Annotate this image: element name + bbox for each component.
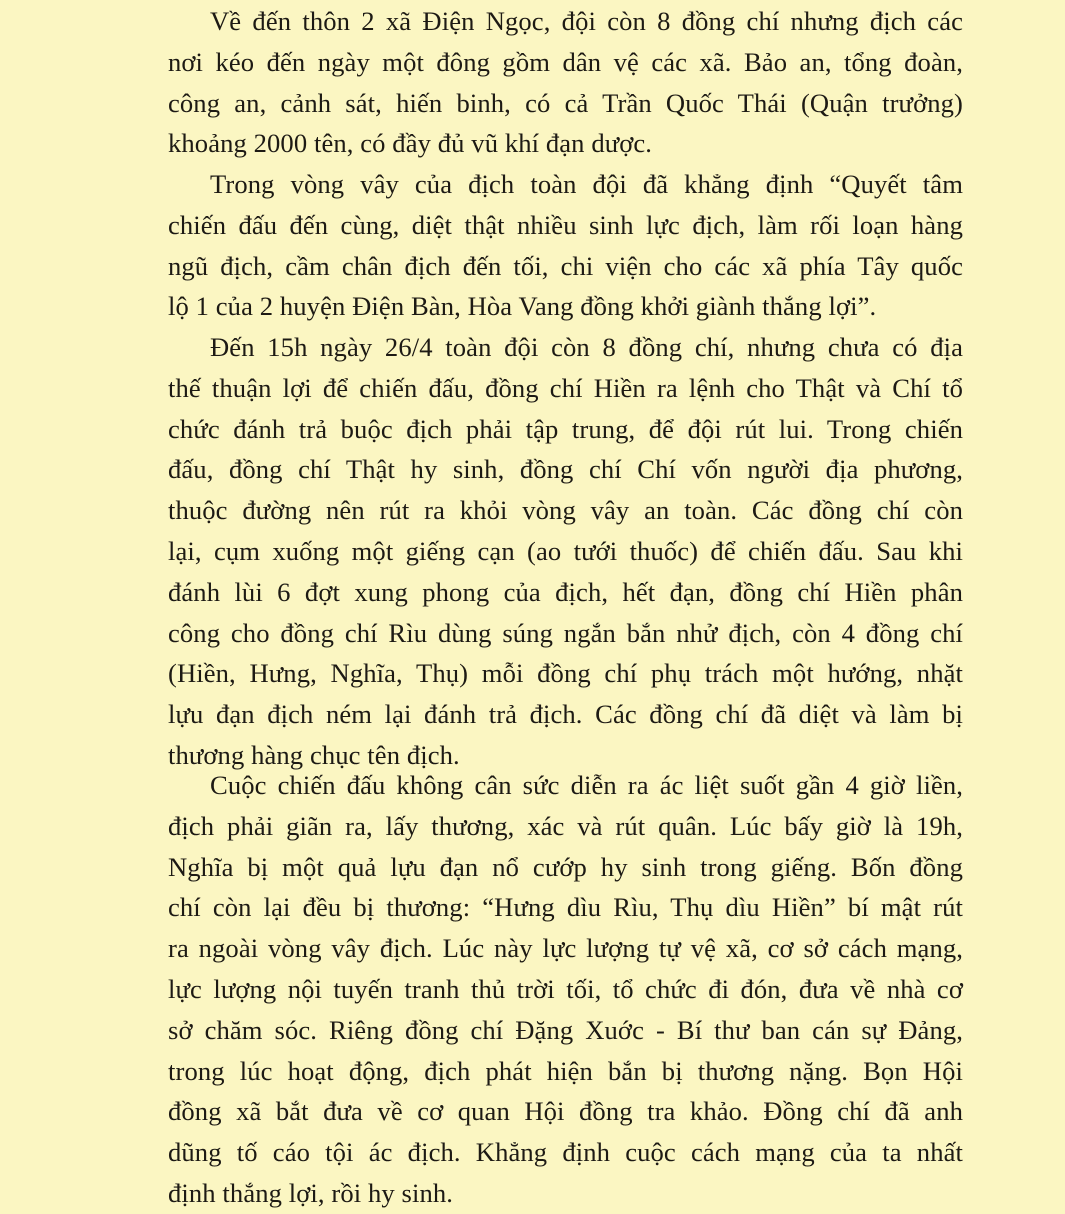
text-line: Nghĩa bị một quả lựu đạn nổ cướp hy sinh trong giếng. Bốn đồng [168,851,963,882]
text-line: thế thuận lợi để chiến đấu, đồng chí Hiền ra lệnh cho Thật và Chí tổ [168,372,963,403]
text-line: Cuộc chiến đấu không cân sức diễn ra ác liệt suốt gần 4 giờ liền, [210,770,963,800]
text-line: đánh lùi 6 đợt xung phong của địch, hết đạn, đồng chí Hiền phân [168,576,963,607]
text-line: ra ngoài vòng vây địch. Lúc này lực lượng tự vệ xã, cơ sở cách mạng, [168,933,963,964]
paragraph-3 [168,327,963,776]
text-line: chí còn lại đều bị thương: “Hưng dìu Rìu, Thụ dìu Hiền” bí mật rút [168,892,963,923]
text-line: lựu đạn địch ném lại đánh trả địch. Các đồng chí đã diệt và làm bị [168,699,963,730]
text-line: định thắng lợi, rồi hy sinh. [168,1177,454,1208]
text-line: công cho đồng chí Rìu dùng súng ngắn bắn nhử địch, còn 4 đồng chí [168,617,963,648]
text-line: khoảng 2000 tên, có đầy đủ vũ khí đạn dược. [168,128,653,159]
text-line: địch phải giãn ra, lấy thương, xác và rút quân. Lúc bấy giờ là 19h, [168,810,963,841]
text-line: thương hàng chục tên địch. [168,739,460,770]
text-line: lực lượng nội tuyến tranh thủ trời tối, tổ chức đi đón, đưa về nhà cơ [168,973,963,1004]
text-line: Đến 15h ngày 26/4 toàn đội còn 8 đồng chí, nhưng chưa có địa [210,332,963,362]
text-line: lộ 1 của 2 huyện Điện Bàn, Hòa Vang đồng khởi giành thắng lợi”. [168,291,877,322]
text-line: Về đến thôn 2 xã Điện Ngọc, đội còn 8 đồng chí nhưng địch các [210,6,963,36]
text-line: Trong vòng vây của địch toàn đội đã khẳng định “Quyết tâm [210,169,963,199]
text-line: công an, cảnh sát, hiến binh, có cả Trần Quốc Thái (Quận trưởng) [168,87,963,118]
text-line: đồng xã bắt đưa về cơ quan Hội đồng tra khảo. Đồng chí đã anh [168,1096,963,1127]
text-line: (Hiền, Hưng, Nghĩa, Thụ) mỗi đồng chí phụ trách một hướng, nhặt [168,658,963,689]
text-line: chức đánh trả buộc địch phải tập trung, để đội rút lui. Trong chiến [168,413,963,444]
text-line: chiến đấu đến cùng, diệt thật nhiều sinh lực địch, làm rối loạn hàng [168,209,963,240]
text-line: ngũ địch, cầm chân địch đến tối, chi viện cho các xã phía Tây quốc [168,250,963,281]
paragraph-4 [168,765,963,1214]
text-line: sở chăm sóc. Riêng đồng chí Đặng Xuớc - Bí thư ban cán sự Đảng, [168,1014,963,1045]
paragraph-2 [168,164,963,327]
text-line: trong lúc hoạt động, địch phát hiện bắn bị thương nặng. Bọn Hội [168,1055,963,1086]
text-line: đấu, đồng chí Thật hy sinh, đồng chí Chí vốn người địa phương, [168,454,963,485]
paragraph-1 [168,1,963,164]
text-line: dũng tố cáo tội ác địch. Khẳng định cuộc cách mạng của ta nhất [168,1137,963,1168]
text-line: nơi kéo đến ngày một đông gồm dân vệ các xã. Bảo an, tổng đoàn, [168,46,963,77]
text-line: thuộc đường nên rút ra khỏi vòng vây an toàn. Các đồng chí còn [168,495,963,526]
text-line: lại, cụm xuống một giếng cạn (ao tưới thuốc) để chiến đấu. Sau khi [168,535,963,566]
